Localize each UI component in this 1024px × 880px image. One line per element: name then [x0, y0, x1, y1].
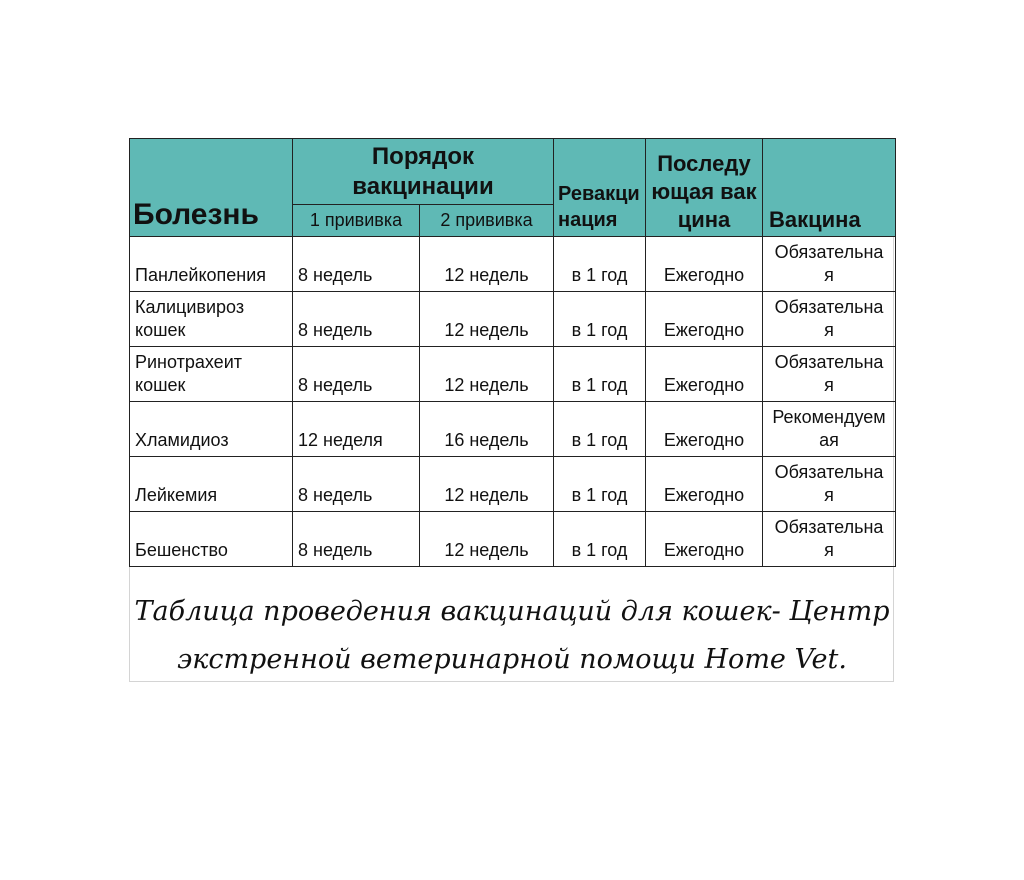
cell-first-shot: 12 неделя	[293, 402, 420, 457]
header-next-vaccine-text: Последующая вакцина	[651, 151, 757, 232]
cell-vaccine-type	[763, 402, 896, 457]
caption-line-1: Таблица проведения вакцинаций для кошек- Центр	[134, 596, 890, 627]
cell-vaccine-type	[763, 347, 896, 402]
cell-second-shot: 12 недель	[420, 237, 554, 292]
cell-vaccine-type	[763, 292, 896, 347]
cell-disease: Бешенство	[130, 512, 293, 567]
header-second-shot: 2 прививка	[420, 205, 554, 237]
cell-next-vaccine: Ежегодно	[646, 512, 763, 567]
cell-revaccination: в 1 год	[554, 457, 646, 512]
cell-second-shot: 12 недель	[420, 347, 554, 402]
cell-first-shot: 8 недель	[293, 292, 420, 347]
table-row	[130, 292, 896, 347]
table-caption	[129, 588, 895, 684]
vaccination-table	[129, 138, 896, 567]
header-vaccination-order	[293, 139, 554, 205]
header-vaccination-order-text: Порядок вакцинации	[352, 142, 494, 200]
cell-second-shot: 16 недель	[420, 402, 554, 457]
cell-next-vaccine: Ежегодно	[646, 402, 763, 457]
cell-vaccine-type-text: Рекомендуемая	[772, 407, 886, 450]
table-row	[130, 457, 896, 512]
header-vaccine: Вакцина	[763, 139, 896, 237]
cell-vaccine-type-text: Обязательная	[774, 352, 884, 395]
cell-revaccination: в 1 год	[554, 292, 646, 347]
cell-revaccination: в 1 год	[554, 347, 646, 402]
header-revaccination	[554, 139, 646, 237]
cell-first-shot: 8 недель	[293, 237, 420, 292]
cell-vaccine-type	[763, 512, 896, 567]
header-next-vaccine	[646, 139, 763, 237]
cell-vaccine-type-text: Обязательная	[774, 517, 884, 560]
cell-next-vaccine: Ежегодно	[646, 457, 763, 512]
cell-revaccination: в 1 год	[554, 402, 646, 457]
cell-disease: Ринотрахеит кошек	[130, 347, 293, 402]
cell-vaccine-type-text: Обязательная	[774, 242, 884, 285]
cell-next-vaccine: Ежегодно	[646, 292, 763, 347]
cell-disease: Лейкемия	[130, 457, 293, 512]
cell-vaccine-type	[763, 237, 896, 292]
cell-revaccination: в 1 год	[554, 237, 646, 292]
cell-vaccine-type-text: Обязательная	[774, 462, 884, 505]
cell-disease: Калицивироз кошек	[130, 292, 293, 347]
cell-disease: Панлейкопения	[130, 237, 293, 292]
header-row-1	[130, 139, 896, 205]
cell-second-shot: 12 недель	[420, 457, 554, 512]
table-row	[130, 347, 896, 402]
cell-next-vaccine: Ежегодно	[646, 347, 763, 402]
header-disease: Болезнь	[130, 139, 293, 237]
table-row	[130, 402, 896, 457]
table-row	[130, 237, 896, 292]
cell-disease: Хламидиоз	[130, 402, 293, 457]
cell-first-shot: 8 недель	[293, 512, 420, 567]
cell-second-shot: 12 недель	[420, 512, 554, 567]
cell-vaccine-type-text: Обязательная	[774, 297, 884, 340]
cell-vaccine-type	[763, 457, 896, 512]
cell-second-shot: 12 недель	[420, 292, 554, 347]
header-revaccination-text: Ревакцинация	[558, 183, 640, 231]
header-first-shot: 1 прививка	[293, 205, 420, 237]
cell-revaccination: в 1 год	[554, 512, 646, 567]
cell-first-shot: 8 недель	[293, 347, 420, 402]
cell-first-shot: 8 недель	[293, 457, 420, 512]
caption-line-2: экстренной ветеринарной помощи Home Vet.	[177, 644, 847, 675]
table-row	[130, 512, 896, 567]
cell-next-vaccine: Ежегодно	[646, 237, 763, 292]
